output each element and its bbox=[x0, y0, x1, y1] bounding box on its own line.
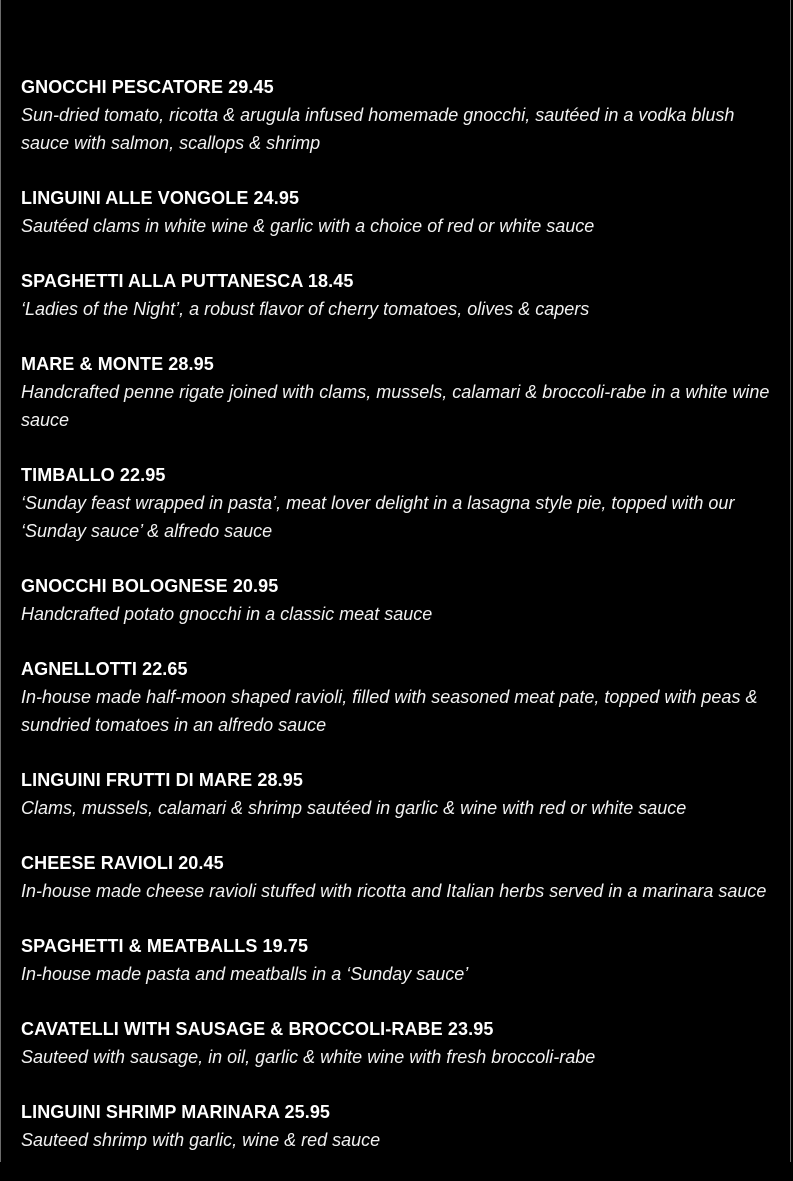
menu-item-description: ‘Ladies of the Night’, a robust flavor of cherry tomatoes, olives & capers bbox=[21, 299, 590, 319]
menu-item-title: GNOCCHI BOLOGNESE 20.95 bbox=[21, 576, 279, 596]
menu-item-description: Clams, mussels, calamari & shrimp sautéed in garlic & wine with red or white sauce bbox=[21, 798, 687, 818]
menu-item bbox=[21, 932, 781, 988]
menu-item-description: In-house made half-moon shaped ravioli, filled with seasoned meat pate, topped with peas & sundried tomatoes in an alfredo sauce bbox=[21, 687, 758, 735]
menu-item-title: AGNELLOTTI 22.65 bbox=[21, 659, 188, 679]
pasta-menu-list bbox=[21, 73, 781, 1181]
menu-item-title: LINGUINI FRUTTI DI MARE 28.95 bbox=[21, 770, 303, 790]
menu-item-description: Handcrafted penne rigate joined with clams, mussels, calamari & broccoli-rabe in a white wine sauce bbox=[21, 382, 770, 430]
menu-item bbox=[21, 73, 781, 157]
menu-item-title: MARE & MONTE 28.95 bbox=[21, 354, 214, 374]
menu-item-description: In-house made cheese ravioli stuffed with ricotta and Italian herbs served in a marinara sauce bbox=[21, 881, 767, 901]
menu-item-title: CHEESE RAVIOLI 20.45 bbox=[21, 853, 224, 873]
menu-item-title: CAVATELLI WITH SAUSAGE & BROCCOLI-RABE 23.95 bbox=[21, 1019, 494, 1039]
menu-item bbox=[21, 849, 781, 905]
menu-item bbox=[21, 655, 781, 739]
menu-item-description: ‘Sunday feast wrapped in pasta’, meat lover delight in a lasagna style pie, topped with our ‘Sunday sauce’ & alfredo sauce bbox=[21, 493, 735, 541]
menu-item-description: Sun-dried tomato, ricotta & arugula infused homemade gnocchi, sautéed in a vodka blush sauce with salmon, scallops & shrimp bbox=[21, 105, 735, 153]
menu-item-description: Sauteed with sausage, in oil, garlic & white wine with fresh broccoli-rabe bbox=[21, 1047, 596, 1067]
menu-item bbox=[21, 267, 781, 323]
menu-item-description: Handcrafted potato gnocchi in a classic meat sauce bbox=[21, 604, 433, 624]
menu-item bbox=[21, 766, 781, 822]
menu-item-title: SPAGHETTI & MEATBALLS 19.75 bbox=[21, 936, 309, 956]
menu-item bbox=[21, 350, 781, 434]
menu-item-description: In-house made pasta and meatballs in a ‘Sunday sauce’ bbox=[21, 964, 469, 984]
menu-item bbox=[21, 1015, 781, 1071]
menu-item bbox=[21, 572, 781, 628]
menu-item-title: LINGUINI ALLE VONGOLE 24.95 bbox=[21, 188, 300, 208]
menu-item bbox=[21, 461, 781, 545]
menu-item-title: GNOCCHI PESCATORE 29.45 bbox=[21, 77, 274, 97]
menu-item-description: Sauteed shrimp with garlic, wine & red sauce bbox=[21, 1130, 381, 1150]
menu-item-description: Sautéed clams in white wine & garlic with a choice of red or white sauce bbox=[21, 216, 595, 236]
menu-item-title: SPAGHETTI ALLA PUTTANESCA 18.45 bbox=[21, 271, 354, 291]
menu-item-title: TIMBALLO 22.95 bbox=[21, 465, 166, 485]
menu-item-title: LINGUINI SHRIMP MARINARA 25.95 bbox=[21, 1102, 331, 1122]
menu-item bbox=[21, 1098, 781, 1154]
menu-item bbox=[21, 184, 781, 240]
